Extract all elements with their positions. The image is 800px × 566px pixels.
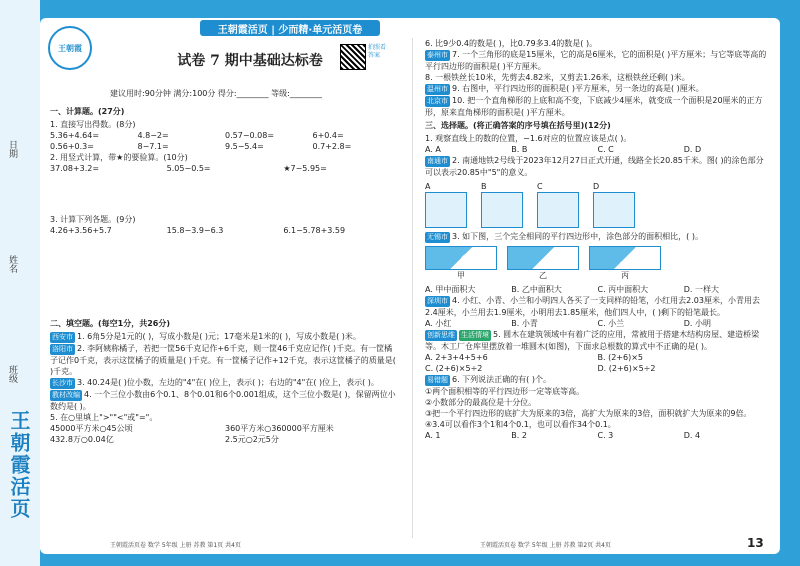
item-cell: D. (2+6)×5÷2: [597, 364, 656, 373]
question-text: 创新思维 生活情境 5. 圆木在建筑领域中有着广泛的应用，常被用于搭建木结构房屋、建造桥梁等。木工厂仓库里摆放着一堆圆木(如图)，下面求总根数的算式中不正确的是( )。: [425, 330, 760, 351]
question-text: 无锡市 3. 如下图，三个完全相同的平行四边形中，涂色部分的面积相比，( )。: [427, 232, 703, 241]
question-text: ④3.4可以看作3个1和4个0.1，也可以看作34个0.1。: [425, 420, 616, 429]
item-row: [50, 141, 400, 152]
parallelogram-option: [507, 246, 579, 281]
item-cell: 6.1−5.78+3.59: [283, 226, 346, 235]
item-cell: D. 小明: [683, 319, 711, 328]
item-row: [425, 430, 770, 441]
item-cell: A. 甲中面积大: [425, 285, 476, 294]
item-cell: 6+0.4=: [312, 131, 344, 140]
parallelogram-figure: [507, 246, 579, 270]
item-row: [50, 163, 400, 174]
qr-code-icon[interactable]: [340, 44, 366, 70]
item-cell: B. 小青: [511, 319, 538, 328]
region-tag: 教材改编: [52, 391, 80, 399]
grid-figure: [593, 192, 635, 228]
question-text: 3. 计算下列各题。(9分): [50, 215, 136, 224]
parallelogram-figures: [425, 246, 770, 281]
item-cell: 5.36+4.64=: [50, 131, 100, 140]
item-cell: D. 4: [683, 431, 701, 440]
item-cell: D. 一样大: [683, 285, 719, 294]
item-row: [50, 434, 400, 445]
item-cell: C. 丙中面积大: [597, 285, 649, 294]
option-label: C: [537, 182, 543, 191]
region-tag: 洛阳市: [52, 345, 73, 353]
question-text: 南通市 2. 南通地铁2号线于2023年12月27日正式开通，线路全长20.85千米。图( )的涂色部分可以表示20.85中"5"的意义。: [425, 156, 764, 177]
item-cell: A. A: [425, 145, 441, 154]
question-text: 洛阳市 2. 李阿姨称橘子，若把一筐56千克记作+6千克，则一筐46千克应记作( )千克。有一筐橘子记作0千克，表示这筐橘子的质量是( )千克。有一筐橘子记作+12千克，表示这筐橘子的质量是( )千克。: [50, 344, 396, 376]
item-cell: D. D: [683, 145, 702, 154]
figure-option: [537, 181, 579, 228]
question-text: 8. 一根铁丝长10米，先剪去4.82米，又剪去1.26米，这根铁丝还剩( )米。: [425, 73, 690, 82]
question-text: 5. 在○里填上">""<"或"="。: [50, 413, 158, 422]
figure-option: [425, 181, 467, 228]
question-text: ③把一个平行四边形的底扩大为原来的3倍，高扩大为原来的3倍，面积就扩大为原来的9倍。: [425, 409, 752, 418]
item-cell: 4.26+3.56+5.7: [50, 226, 112, 235]
answer-space: [50, 276, 400, 316]
question-text: 1. 观察直线上的数的位置，−1.6对应的位置应该是点( )。: [425, 134, 632, 143]
item-cell: 4.8−2=: [137, 131, 169, 140]
region-tag: 西安市: [52, 333, 73, 341]
question-text: 1. 直接写出得数。(8分): [50, 120, 136, 129]
item-cell: B. 2: [511, 431, 527, 440]
right-column: [425, 38, 770, 441]
item-cell: ★7−5.95=: [283, 164, 327, 173]
qr-label: 拍照看答案: [368, 44, 387, 59]
item-cell: A. 1: [425, 431, 441, 440]
class-label: 班级: [7, 365, 17, 383]
question-text: 西安市 1. 6角5分是1元的( )，写成小数是( )元；17毫米是1米的( )，写成小数是( )米。: [52, 332, 361, 341]
item-cell: 37.08+3.2=: [50, 164, 100, 173]
item-cell: 360平方米○360000平方厘米: [225, 424, 334, 433]
figure-label: 丙: [621, 271, 629, 280]
item-cell: B. B: [511, 145, 528, 154]
context-tag: 生活情境: [461, 331, 489, 339]
item-cell: B. (2+6)×5: [597, 353, 643, 362]
parallelogram-figure: [589, 246, 661, 270]
item-cell: 0.56+0.3=: [50, 142, 94, 151]
item-row: [425, 144, 770, 155]
footer-right: 王朝霞活页卷 数学 5年级 上册 苏教 第2页 共4页: [480, 542, 611, 549]
region-tag: 无锡市: [427, 233, 448, 241]
grid-figure: [537, 192, 579, 228]
page-title: 试卷 7 期中基础达标卷: [177, 53, 323, 69]
region-tag: 温州市: [427, 85, 448, 93]
region-tag: 深圳市: [427, 297, 448, 305]
item-cell: 9.5−5.4=: [225, 142, 264, 151]
date-label: 日期: [7, 140, 17, 158]
item-row: [50, 130, 400, 141]
page-number: 13: [747, 536, 764, 550]
region-tag: 泰州市: [427, 51, 448, 59]
region-tag: 北京市: [427, 97, 448, 105]
item-cell: 0.57−0.08=: [225, 131, 275, 140]
item-cell: 432.8万○0.04亿: [50, 435, 114, 444]
exam-page: [40, 18, 780, 554]
item-cell: 15.8−3.9−6.3: [166, 226, 224, 235]
grid-figure: [481, 192, 523, 228]
figure-option: [593, 181, 635, 228]
brand-logo-icon: 王朝霞: [48, 26, 92, 70]
item-cell: A. 小红: [425, 319, 452, 328]
item-cell: B. 乙中面积大: [511, 285, 562, 294]
question-text: 温州市 9. 右图中，平行四边形的面积是( )平方厘米，另一条边的高是( )厘米。: [427, 84, 704, 93]
item-row: [425, 363, 770, 374]
option-label: D: [593, 182, 600, 191]
item-cell: 0.7+2.8=: [312, 142, 352, 151]
figure-options: [425, 181, 770, 228]
question-text: 长沙市 3. 40.24是( )位小数，左边的"4"在( )位上，表示( )；右边的"4"在( )位上，表示( )。: [52, 378, 379, 387]
item-cell: C. 小兰: [597, 319, 625, 328]
question-text: 6. 比9少0.4的数是( )，比0.79多3.4的数是( )。: [425, 39, 598, 48]
figure-option: [481, 181, 523, 228]
left-column: [50, 104, 400, 445]
parallelogram-option: [589, 246, 661, 281]
item-cell: C. 3: [597, 431, 614, 440]
option-label: B: [481, 182, 487, 191]
question-text: 北京市 10. 把一个直角梯形的上底和高不变，下底减少4厘米，就变成一个面积是20厘米的正方形，原来直角梯形的面积是( )平方厘米。: [425, 96, 763, 117]
answer-space: [50, 236, 400, 276]
answer-space: [50, 174, 400, 214]
binding-strip: [0, 0, 40, 566]
item-cell: 45000平方米○45公顷: [50, 424, 133, 433]
question-text: 易错题 6. 下列说法正确的有( )个。: [427, 375, 551, 384]
region-tag: 创新思维: [427, 331, 455, 339]
parallelogram-figure: [425, 246, 497, 270]
footer-left: 王朝霞活页卷 数学 5年级 上册 苏教 第1页 共4页: [110, 542, 241, 549]
item-cell: C. (2+6)×5÷2: [425, 364, 483, 373]
item-row: [425, 352, 770, 363]
question-text: 泰州市 7. 一个三角形的底是15厘米，它的高是6厘米，它的面积是( )平方厘米；与它等底等高的平行四边形的面积是( )平方厘米。: [425, 50, 767, 71]
name-label: 姓名: [7, 255, 17, 273]
question-text: 教材改编 4. 一个三位小数由6个0.1、8个0.01和6个0.001组成，这个三位小数是( )，保留两位小数约是( )。: [50, 390, 396, 411]
region-tag: 长沙市: [52, 379, 73, 387]
figure-label: 乙: [539, 271, 547, 280]
parallelogram-option: [425, 246, 497, 281]
option-label: A: [425, 182, 431, 191]
item-cell: 5.05−0.5=: [166, 164, 211, 173]
question-text: ②小数部分的最高位是十分位。: [425, 398, 537, 407]
series-banner: 王朝霞活页 | 少而精·单元活页卷: [200, 20, 380, 36]
item-cell: 2.5元○2元5分: [225, 435, 279, 444]
question-text: ①两个面积相等的平行四边形一定等底等高。: [425, 387, 585, 396]
question-text: 深圳市 4. 小红、小青、小兰和小明四人各买了一支同样的铅笔，小红用去2.03厘米，小青用去2.4厘米，小兰用去1.9厘米，小明用去1.85厘米，他们四人中，( )剩下的铅笔最长。: [425, 296, 760, 317]
grid-figure: [425, 192, 467, 228]
item-cell: 8−7.1=: [137, 142, 169, 151]
item-row: [50, 225, 400, 236]
region-tag: 易错题: [427, 376, 448, 384]
item-cell: A. 2+3+4+5+6: [425, 353, 488, 362]
item-row: [425, 284, 770, 295]
section-heading: 二、填空题。(每空1分，共26分): [50, 319, 171, 328]
region-tag: 南通市: [427, 157, 448, 165]
item-row: [425, 318, 770, 329]
item-cell: C. C: [597, 145, 614, 154]
column-divider: [412, 38, 413, 538]
section-heading: 三、选择题。(将正确答案的序号填在括号里)(12分): [425, 121, 611, 130]
section-heading: 一、计算题。(27分): [50, 107, 125, 116]
brand-vertical: 王朝霞活页: [7, 410, 31, 520]
item-row: [50, 423, 400, 434]
question-text: 2. 用竖式计算，带★的要验算。(10分): [50, 153, 188, 162]
exam-meta: 建议用时:90分钟 满分:100分 得分:________ 等级:________: [110, 89, 322, 98]
figure-label: 甲: [457, 271, 465, 280]
